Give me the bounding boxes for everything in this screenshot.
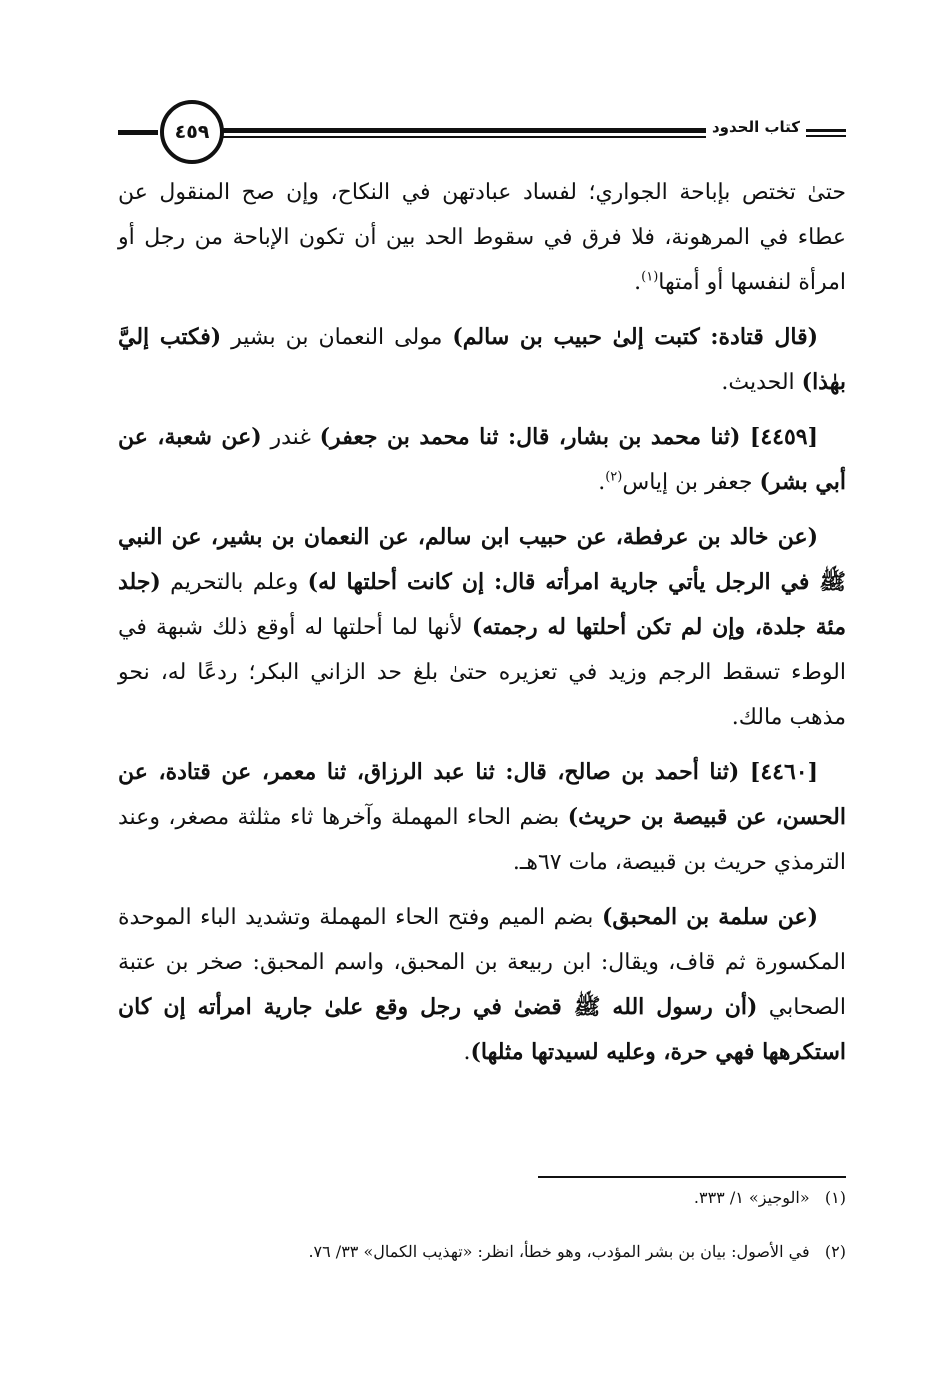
hadith-text: (جلد مئة جلدة، وإن لم تكن أحلتها له رجمته) <box>118 569 846 640</box>
paragraph-6 <box>118 895 846 1075</box>
footnote-separator <box>538 1176 846 1178</box>
paragraph-1 <box>118 170 846 305</box>
hadith-text: (أن رسول الله ﷺ قضىٰ في رجل وقع علىٰ جارية امرأته إن كان استكرهها فهي حرة، وعليه لسيدتها مثلها) <box>118 994 846 1065</box>
commentary-text: وعلم بالتحريم <box>160 570 308 595</box>
commentary-text: بضم الحاء المهملة وآخرها ثاء مثلثة مصغر، وعند الترمذي حريث بن قبيصة، مات ٦٧هـ. <box>118 805 846 875</box>
paragraph-end: . <box>634 270 642 295</box>
header-rule <box>218 128 706 133</box>
commentary-text: غندر <box>261 425 320 450</box>
hadith-chain: (عن سلمة بن المحبق) <box>601 904 818 930</box>
paragraph-end: . <box>463 1040 471 1065</box>
header-rule-right-thin <box>806 135 846 137</box>
footnotes <box>118 1186 846 1294</box>
page-header <box>118 100 846 170</box>
footnote-ref-2[interactable]: (٢) <box>605 469 623 485</box>
paragraph-3 <box>118 415 846 505</box>
commentary-text: جعفر بن إياس <box>622 470 760 495</box>
section-title: كتاب الحدود <box>711 118 800 136</box>
footnote-text: «الوجيز» ١/ ٣٣٣. <box>693 1188 810 1207</box>
paragraph-5 <box>118 750 846 885</box>
hadith-chain: (عن شعبة، عن أبي بشر) <box>118 424 846 495</box>
hadith-chain: [٤٤٥٩] (ثنا محمد بن بشار، قال: ثنا محمد بن جعفر) <box>319 424 818 450</box>
hadith-chain: [٤٤٦٠] (ثنا أحمد بن صالح، قال: ثنا عبد الرزاق، ثنا معمر، عن قتادة، عن الحسن، عن قبيصة بن حريث) <box>118 759 846 830</box>
footnote-2 <box>118 1240 846 1264</box>
quoted-text: (قال قتادة: كتبت إلىٰ حبيب بن سالم) <box>452 324 818 350</box>
header-rule-left <box>118 130 158 135</box>
paragraph-4 <box>118 515 846 740</box>
page-number-badge <box>160 100 224 164</box>
commentary-text: الحديث. <box>721 370 802 395</box>
quoted-text: (فكتب إليَّ بهٰذا) <box>118 324 846 395</box>
page-number: ٤٥٩ <box>174 121 210 143</box>
footnote-1 <box>118 1186 846 1210</box>
paragraph-end: . <box>598 470 606 495</box>
hadith-text: (عن خالد بن عرفطة، عن حبيب ابن سالم، عن النعمان بن بشير، عن النبي ﷺ في الرجل يأتي جارية امرأته قال: إن كانت أحلتها له) <box>118 524 846 595</box>
footnote-text: في الأصول: بيان بن بشر المؤدب، وهو خطأ، انظر: «تهذيب الكمال» ٣٣/ ٧٦. <box>308 1242 810 1261</box>
commentary-text: بضم الميم وفتح الحاء المهملة وتشديد الباء الموحدة المكسورة ثم قاف، ويقال: ابن ربيعة بن المحبق، واسم المحبق: صخر بن عتبة الصحابي <box>118 905 846 1020</box>
header-rule-right <box>806 129 846 132</box>
commentary-text: لأنها لما أحلتها له أوقع ذلك شبهة في الوطء تسقط الرجم وزيد في تعزيره حتىٰ بلغ حد الزاني البكر؛ ردعًا له، نحو مذهب مالك. <box>118 615 846 730</box>
paragraph-text: حتىٰ تختص بإباحة الجواري؛ لفساد عبادتهن في النكاح، وإن صح المنقول عن عطاء في المرهونة، فلا فرق في سقوط الحد بين أن تكون الإباحة من رجل أو امرأة لنفسها أو أمتها <box>118 180 846 295</box>
main-text <box>118 170 846 1085</box>
footnote-number: (٢) <box>824 1242 846 1261</box>
footnote-ref-1[interactable]: (١) <box>641 269 659 285</box>
footnote-number: (١) <box>824 1188 846 1207</box>
paragraph-2 <box>118 315 846 405</box>
header-rule-thin <box>218 136 706 138</box>
commentary-text: مولى النعمان بن بشير <box>221 325 453 350</box>
